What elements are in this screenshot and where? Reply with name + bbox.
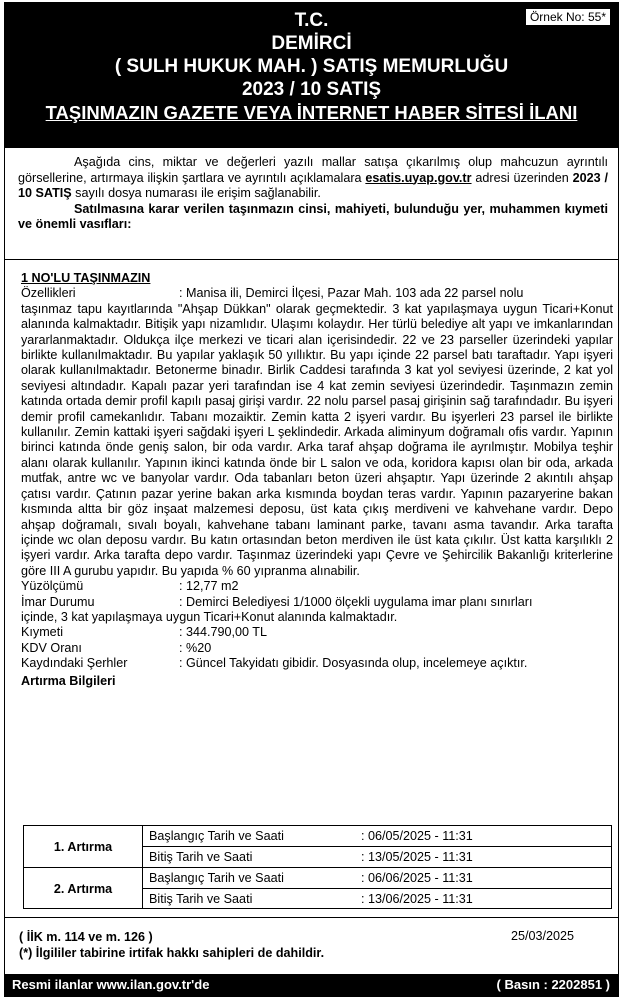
auction-2-start-value: : 06/06/2025 - 11:31 bbox=[355, 868, 611, 889]
notes-row bbox=[21, 656, 613, 671]
zoning-continuation: içinde, 3 kat yapılaşmaya uygun Ticari+Konut alanında kalmaktadır. bbox=[21, 609, 398, 624]
value-amount: : 344.790,00 TL bbox=[179, 625, 267, 640]
features-value: : Manisa ili, Demirci İlçesi, Pazar Mah. 103 ada 22 parsel nolu bbox=[179, 286, 524, 301]
intro-paragraph bbox=[18, 155, 608, 202]
value-row bbox=[21, 625, 613, 640]
zoning-value: : Demirci Belediyesi 1/1000 ölçekli uygulama imar planı sınırları bbox=[179, 594, 533, 609]
auction-1-start-label: Başlangıç Tarih ve Saati bbox=[143, 826, 356, 847]
table-row bbox=[24, 826, 611, 847]
zoning-row bbox=[21, 595, 613, 610]
intro-text-start: Aşağıda cins, miktar ve değerleri yazılı mallar satışa çıkarılmış olup mahcuzun ayrıntılı görsellerine, artırmaya ilişkin şartlara ve ayrıntılı açıklamalara bbox=[18, 155, 608, 185]
header bbox=[5, 3, 618, 148]
intro bbox=[18, 155, 608, 233]
property-section bbox=[21, 271, 613, 689]
auction-2-start-label: Başlangıç Tarih ve Saati bbox=[143, 868, 356, 889]
vat-value: : %20 bbox=[179, 640, 212, 655]
press-number: ( Basın : 2202851 ) bbox=[496, 977, 610, 992]
law-reference: ( İİK m. 114 ve m. 126 ) bbox=[19, 930, 153, 944]
property-description bbox=[21, 302, 613, 579]
sample-number: Örnek No: 55* bbox=[526, 9, 610, 25]
auction-1-name: 1. Artırma bbox=[24, 826, 143, 868]
area-label: Yüzölçümü bbox=[21, 579, 84, 594]
footnote: (*) İlgililer tabirine irtifak hakkı sahipleri de dahildir. bbox=[19, 946, 325, 960]
header-office: ( SULH HUKUK MAH. ) SATIŞ MEMURLUĞU bbox=[114, 56, 509, 77]
zoning-label: İmar Durumu bbox=[21, 594, 95, 609]
header-tc: T.C. bbox=[294, 10, 329, 31]
header-file: 2023 / 10 SATIŞ bbox=[241, 79, 382, 100]
intro-text-mid: adresi üzerinden bbox=[471, 170, 573, 185]
intro-file-no: 2023 / 10 SATIŞ bbox=[18, 170, 608, 200]
auction-2-end-value: : 13/06/2025 - 11:31 bbox=[361, 892, 473, 906]
bottom-bar bbox=[5, 974, 618, 996]
features-label: Özellikleri bbox=[21, 286, 76, 301]
section-divider bbox=[5, 259, 618, 260]
value-label: Kıymeti bbox=[21, 625, 63, 640]
auction-1-end-value: : 13/05/2025 - 11:31 bbox=[355, 847, 611, 868]
vat-row bbox=[21, 641, 613, 656]
intro-text-end: sayılı dosya numarası ile erişim sağlanabilir. bbox=[71, 186, 321, 200]
table-row bbox=[24, 868, 611, 889]
footer-divider bbox=[5, 917, 618, 918]
vat-label: KDV Oranı bbox=[21, 640, 82, 655]
notes-label: Kaydındaki Şerhler bbox=[21, 656, 128, 671]
auction-2-name: 2. Artırma bbox=[24, 868, 143, 910]
auction-table bbox=[23, 825, 612, 909]
esatis-link[interactable]: esatis.uyap.gov.tr bbox=[365, 170, 472, 185]
property-title: 1 NO'LU TAŞINMAZIN bbox=[21, 271, 151, 285]
header-title: TAŞINMAZIN GAZETE VEYA İNTERNET HABER SİTESİ İLANI bbox=[45, 102, 578, 123]
area-value: : 12,77 m2 bbox=[179, 579, 239, 594]
header-district: DEMİRCİ bbox=[271, 33, 352, 54]
announcement-frame bbox=[4, 2, 619, 997]
auction-1-end-label: Bitiş Tarih ve Saati bbox=[143, 847, 356, 868]
notes-value: : Güncel Takyidatı gibidir. Dosyasında olup, incelemeye açıktır. bbox=[179, 656, 528, 671]
features-row bbox=[21, 286, 613, 301]
auction-2-end-label: Bitiş Tarih ve Saati bbox=[149, 892, 253, 906]
announcement-date: 25/03/2025 bbox=[510, 929, 574, 943]
description-text: taşınmaz tapu kayıtlarında "Ahşap Dükkan" olarak geçmektedir. 3 kat yapılaşmaya uygun Ticari+Konut alanında kalmaktadır. Bitişik yapı nizamlıdır. Ulaşımı kolaydır. Her türlü belediye alt yapı ve imkanlarından yararlanmaktadır. Oldukça ilçe merkezi ve ticari alan içerisindedir. 22 ve 23 parseller üzerindeki yapılar birlikte kullanılmaktadır. Bu yapılar yaklaşık 50 yıllıktır. Bu yapı içinde 22 parsel batı taraftadır. Yapı işyeri olarak kullanılmaktadır. Betonerme binadır. Birlik Caddesi tarafında 3 kat yol seviyesi üzerinde, 2 kat yol seviyesi altındadır. Kapalı pazar yeri tarafından ise 4 kat zemin seviyesi üzerindedir. Taşınmazın zemin katında ortada demir profil kapılı pasaj girişi vardır. 22 nolu parsel pasaj girişinin sağ tarafındadır. Bu işyeri demir profil camekanlıdır. Tabanı mozaiktir. Zemin katta 2 işyeri vardır. Bu işyerleri 23 parsel ile birlikte kullanılır. Zemin kattaki işyeri sağdaki işyeri L şeklindedir. Arkada aliminyum doğramalı ofis vardır. Yapının birinci katında önde geniş salon, bir oda vardır. Arka taraf ahşap doğrama ile ayrılmıştır. Mobilya teşhir alanı olarak kullanılır. Yapının ikinci katında önde bir L salon ve oda, koridora kapısı olan bir oda, arkada mutfak, antre wc ve banyolar vardır. Oda tabanları beton üzeri ahşaptır. Yapı üzerinde 2 akıntılı ahşap çatısı vardır. Çatının pazar yerine bakan arka kısmında boydan teras vardır. Yapının pazaryerine bakan kısmında altta bir göz inşaat malzemesi deposu, üst kata çıkış merdiveni ve kahvehane vardır. Depo ahşap doğramalı, sıvalı boyalı, kahvehane tabanı laminant parke, tavanı asma tavandır. Arka tarafta içinde wc olan deposu vardır. Bu katın ortasından beton merdiven ile üst kata çıkılır. Üst katta karşılıklı 2 işyeri vardır. Arka tarafta depo vardır. Taşınmaz üzerindeki yapı Çevre ve Şehircilik Bakanlığı kriterlerine göre III A gurubu yapıdır. Bu yapıda % 60 yıpranma alınabilir. bbox=[21, 301, 613, 578]
auction-title: Artırma Bilgileri bbox=[21, 673, 116, 688]
auction-1-start-value: : 06/05/2025 - 11:31 bbox=[355, 826, 611, 847]
intro-subheading: Satılmasına karar verilen taşınmazın cinsi, mahiyeti, bulunduğu yer, muhammen kıymeti ve önemli vasıfları: bbox=[18, 201, 608, 231]
official-site-text: Resmi ilanlar www.ilan.gov.tr'de bbox=[12, 977, 210, 992]
area-row bbox=[21, 579, 613, 594]
